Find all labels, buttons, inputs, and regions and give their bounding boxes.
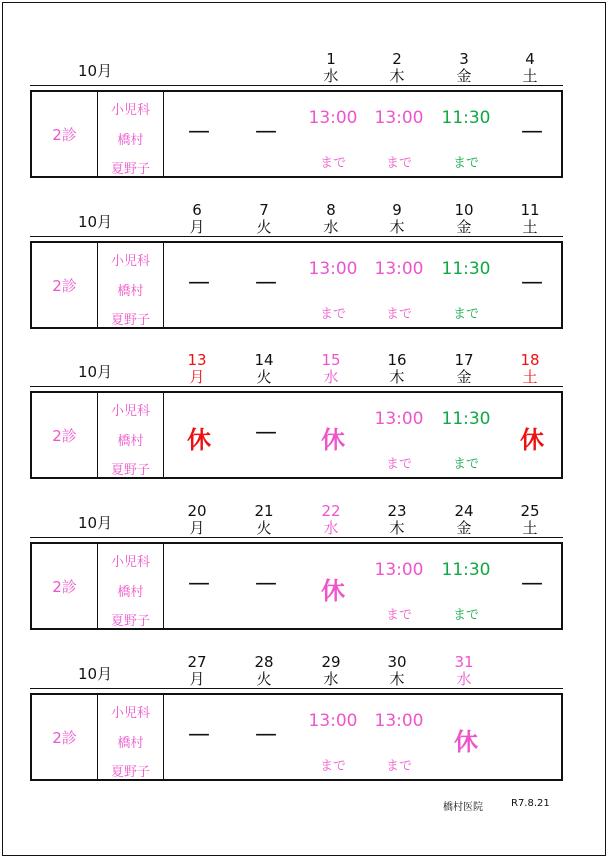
doctor-label: 小児科 [110, 254, 150, 269]
day-of-week: 木 [389, 670, 405, 688]
doctor-label: 夏野子 [110, 313, 150, 328]
closed-mark: 休 [520, 426, 544, 454]
day-number: 23 [387, 502, 407, 520]
doctor-label: 橋村 [117, 585, 144, 600]
dash-mark: — [521, 270, 543, 295]
day-number: 24 [454, 502, 474, 520]
dash-mark: — [255, 420, 277, 445]
month-label: 10月 [78, 213, 113, 231]
day-header [244, 352, 284, 386]
day-number: 6 [192, 201, 202, 219]
doctor-label: 橋村 [117, 133, 144, 148]
dash-mark: — [255, 119, 277, 144]
header-rule [30, 537, 563, 538]
day-of-week: 水 [323, 218, 339, 236]
clinic-label: 2診 [52, 426, 77, 445]
day-number: 21 [254, 502, 274, 520]
until-label: まで [452, 457, 479, 472]
week-block [0, 351, 610, 495]
day-of-week: 月 [189, 218, 205, 236]
day-number: 1 [326, 50, 336, 68]
day-of-week: 月 [189, 519, 205, 537]
closed-mark: 休 [321, 426, 345, 454]
schedule-row [30, 693, 563, 781]
day-header [177, 503, 217, 537]
clinic-label: 2診 [52, 728, 77, 747]
day-of-week: 金 [456, 218, 472, 236]
doctor-label: 橋村 [117, 434, 144, 449]
closed-mark: 休 [321, 577, 345, 605]
day-number: 20 [187, 502, 207, 520]
day-number: 29 [321, 653, 341, 671]
until-label: まで [319, 759, 346, 774]
doctor-label: 小児科 [110, 555, 150, 570]
day-number: 17 [454, 351, 474, 369]
schedule-row [30, 90, 563, 178]
doctor-label: 小児科 [110, 706, 150, 721]
day-of-week: 水 [323, 519, 339, 537]
end-time: 13:00 [374, 259, 424, 279]
day-number: 14 [254, 351, 274, 369]
until-label: まで [385, 457, 412, 472]
month-label: 10月 [78, 363, 113, 381]
until-label: まで [319, 156, 346, 171]
day-of-week: 火 [256, 519, 272, 537]
day-number: 18 [520, 351, 540, 369]
day-number: 27 [187, 653, 207, 671]
doctor-label: 夏野子 [110, 463, 150, 478]
day-header [444, 503, 484, 537]
day-header [510, 202, 550, 236]
day-number: 22 [321, 502, 341, 520]
until-label: まで [385, 156, 412, 171]
day-number: 7 [259, 201, 269, 219]
footer-date: R7.8.21 [511, 798, 550, 809]
doctor-label: 夏野子 [110, 765, 150, 780]
dash-mark: — [521, 119, 543, 144]
day-number: 10 [454, 201, 474, 219]
clinic-label: 2診 [52, 577, 77, 596]
day-of-week: 火 [256, 368, 272, 386]
until-label: まで [452, 608, 479, 623]
end-time: 13:00 [374, 711, 424, 731]
dash-mark: — [521, 571, 543, 596]
day-number: 30 [387, 653, 407, 671]
dash-mark: — [188, 270, 210, 295]
footer-clinic-name: 橋村医院 [443, 802, 483, 813]
doctor-label: 夏野子 [110, 614, 150, 629]
dash-mark: — [255, 270, 277, 295]
day-header [244, 202, 284, 236]
day-of-week: 木 [389, 67, 405, 85]
day-header [377, 202, 417, 236]
day-number: 16 [387, 351, 407, 369]
until-label: まで [452, 156, 479, 171]
dash-mark: — [255, 722, 277, 747]
until-label: まで [319, 307, 346, 322]
day-number: 15 [321, 351, 341, 369]
end-time: 13:00 [374, 560, 424, 580]
week-block [0, 653, 610, 797]
day-header [177, 654, 217, 688]
day-of-week: 土 [522, 67, 538, 85]
end-time: 13:00 [374, 108, 424, 128]
day-header [377, 51, 417, 85]
day-number: 25 [520, 502, 540, 520]
clinic-label: 2診 [52, 276, 77, 295]
day-header [177, 352, 217, 386]
doctor-label: 橋村 [117, 736, 144, 751]
dash-mark: — [255, 571, 277, 596]
day-of-week: 土 [522, 519, 538, 537]
end-time: 11:30 [441, 409, 491, 429]
day-of-week: 火 [256, 670, 272, 688]
day-number: 9 [392, 201, 402, 219]
day-header [377, 654, 417, 688]
day-header [311, 503, 351, 537]
day-header [244, 654, 284, 688]
end-time: 13:00 [374, 409, 424, 429]
day-header [510, 51, 550, 85]
day-of-week: 水 [323, 67, 339, 85]
day-of-week: 水 [323, 368, 339, 386]
day-header [444, 352, 484, 386]
week-block [0, 201, 610, 345]
end-time: 13:00 [308, 711, 358, 731]
day-of-week: 水 [323, 670, 339, 688]
closed-mark: 休 [454, 728, 478, 756]
dash-mark: — [188, 571, 210, 596]
end-time: 13:00 [308, 259, 358, 279]
day-header [377, 503, 417, 537]
day-header [311, 202, 351, 236]
end-time: 11:30 [441, 560, 491, 580]
day-header [311, 51, 351, 85]
day-of-week: 木 [389, 218, 405, 236]
schedule-row [30, 542, 563, 630]
day-header [177, 202, 217, 236]
day-header [244, 503, 284, 537]
day-header [311, 352, 351, 386]
until-label: まで [385, 759, 412, 774]
day-of-week: 金 [456, 368, 472, 386]
until-label: まで [385, 307, 412, 322]
schedule-row [30, 241, 563, 329]
day-number: 11 [520, 201, 540, 219]
end-time: 11:30 [441, 108, 491, 128]
day-of-week: 火 [256, 218, 272, 236]
day-number: 8 [326, 201, 336, 219]
day-number: 28 [254, 653, 274, 671]
doctor-label: 小児科 [110, 103, 150, 118]
doctor-label: 夏野子 [110, 162, 150, 177]
day-header [377, 352, 417, 386]
day-number: 2 [392, 50, 402, 68]
month-label: 10月 [78, 62, 113, 80]
header-rule [30, 236, 563, 237]
header-rule [30, 386, 563, 387]
end-time: 13:00 [308, 108, 358, 128]
day-of-week: 金 [456, 519, 472, 537]
schedule-row [30, 391, 563, 479]
month-label: 10月 [78, 665, 113, 683]
doctor-label: 小児科 [110, 404, 150, 419]
dash-mark: — [188, 119, 210, 144]
header-rule [30, 688, 563, 689]
day-of-week: 水 [456, 670, 472, 688]
week-block [0, 50, 610, 194]
day-header [510, 503, 550, 537]
day-header [444, 654, 484, 688]
closed-mark: 休 [187, 426, 211, 454]
day-of-week: 土 [522, 218, 538, 236]
until-label: まで [452, 307, 479, 322]
clinic-label: 2診 [52, 125, 77, 144]
day-number: 4 [525, 50, 535, 68]
day-header [444, 51, 484, 85]
day-number: 13 [187, 351, 207, 369]
until-label: まで [385, 608, 412, 623]
day-of-week: 月 [189, 670, 205, 688]
week-block [0, 502, 610, 646]
day-of-week: 木 [389, 519, 405, 537]
doctor-label: 橋村 [117, 284, 144, 299]
end-time: 11:30 [441, 259, 491, 279]
day-of-week: 土 [522, 368, 538, 386]
day-header [510, 352, 550, 386]
day-header [444, 202, 484, 236]
month-label: 10月 [78, 514, 113, 532]
day-number: 3 [459, 50, 469, 68]
day-of-week: 木 [389, 368, 405, 386]
day-of-week: 月 [189, 368, 205, 386]
day-header [311, 654, 351, 688]
dash-mark: — [188, 722, 210, 747]
day-of-week: 金 [456, 67, 472, 85]
day-number: 31 [454, 653, 474, 671]
header-rule [30, 85, 563, 86]
